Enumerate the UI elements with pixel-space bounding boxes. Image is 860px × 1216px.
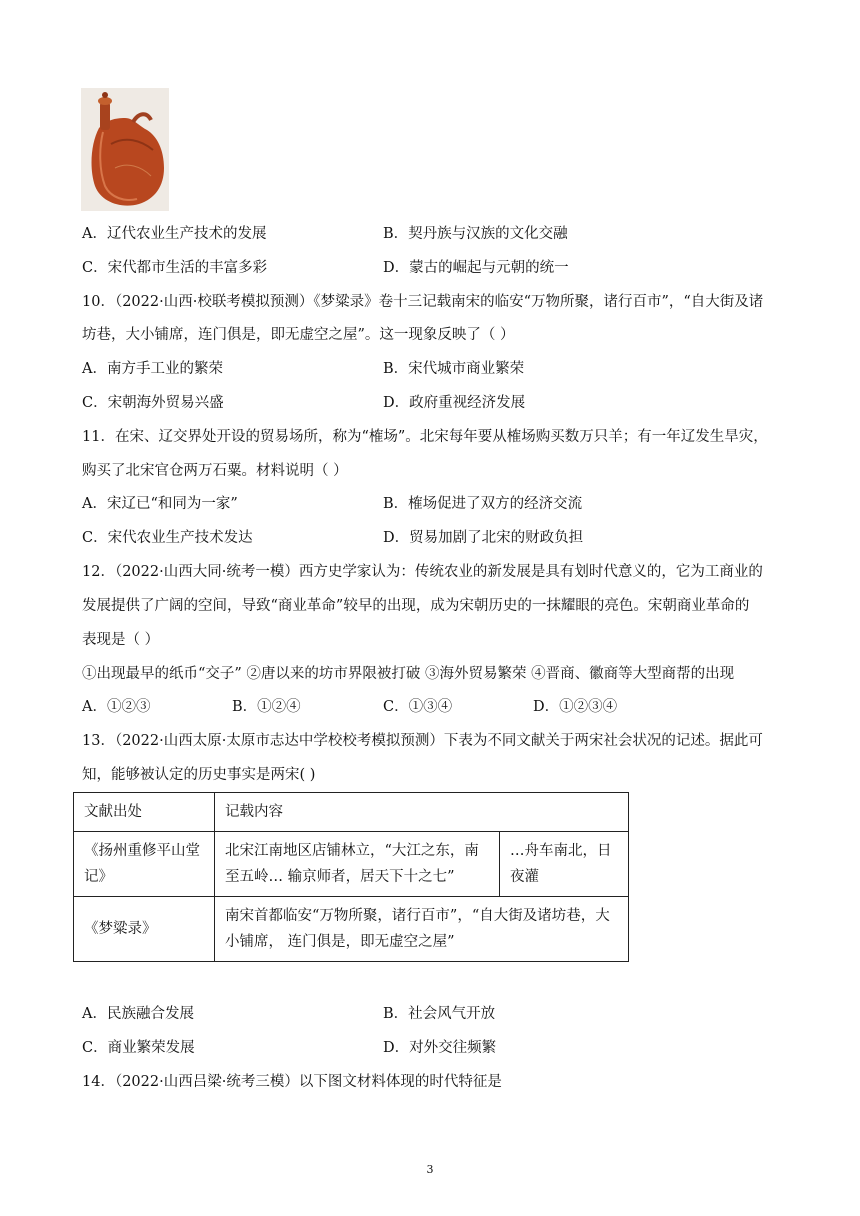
q12-statements: ①出现最早的纸币“交子” ②唐以来的坊市界限被打破 ③海外贸易繁荣 ④晋商、徽商等大型商帮的出现 (82, 666, 735, 682)
table-cell-source: 《扬州重修平山堂记》 (74, 832, 215, 897)
q10-option-b: B．宋代城市商业繁荣 (383, 361, 525, 377)
q12-stem-line2: 发展提供了广阔的空间，导致“商业革命”较早的出现，成为宋朝历史的一抹耀眼的亮色。宋朝商业革命的 (82, 598, 750, 614)
q10-stem-line2: 坊巷，大小铺席，连门俱是，即无虚空之屋”。这一现象反映了（ ） (82, 327, 515, 343)
table-cell-content: 南宋首都临安“万物所聚，诸行百市”，“自大街及诸坊巷，大小铺席， 连门俱是，即无虚空之屋” (215, 897, 629, 962)
q11-option-d: D．贸易加剧了北宋的财政负担 (383, 530, 584, 546)
q9-option-c: C．宋代都市生活的丰富多彩 (82, 260, 268, 276)
table-row (74, 897, 629, 962)
q13-option-a: A．民族融合发展 (82, 1006, 194, 1022)
q12-stem-line1: 12．（2022·山西大同·统考一模）西方史学家认为：传统农业的新发展是具有划时代意义的，它为工商业的 (82, 564, 763, 580)
pottery-flask-image (81, 88, 169, 211)
q10-option-d: D．政府重视经济发展 (383, 395, 526, 411)
q11-stem-line1: 11．在宋、辽交界处开设的贸易场所，称为“榷场”。北宋每年要从榷场购买数万只羊；有一年辽发生旱灾， (82, 429, 768, 445)
table-header-row (74, 793, 629, 832)
q12-option-d: D．①②③④ (533, 699, 618, 715)
page-number: 3 (426, 1163, 434, 1176)
q9-option-b: B．契丹族与汉族的文化交融 (383, 226, 568, 242)
q12-stem-line3: 表现是（ ） (82, 632, 160, 648)
table-header-source: 文献出处 (74, 793, 215, 832)
q10-stem-line1: 10．（2022·山西·校联考模拟预测）《梦粱录》卷十三记载南宋的临安“万物所聚，诸行百市”，“自大街及诸 (82, 294, 764, 310)
table-cell-content-extra: …舟车南北，日夜灌 (500, 832, 629, 897)
q13-stem-line2: 知，能够被认定的历史事实是两宋( ) (82, 767, 316, 783)
table-row (74, 832, 629, 897)
q14-stem-line1: 14．（2022·山西吕梁·统考三模）以下图文材料体现的时代特征是 (82, 1074, 502, 1090)
q10-option-c: C．宋朝海外贸易兴盛 (82, 395, 224, 411)
q10-option-a: A．南方手工业的繁荣 (82, 361, 223, 377)
q11-option-a: A．宋辽已“和同为一家” (82, 496, 238, 512)
table-cell-content: 北宋江南地区店铺林立，“大江之东，南至五岭… 输京师者，居天下十之七” (215, 832, 500, 897)
q9-option-d: D．蒙古的崛起与元朝的统一 (383, 260, 569, 276)
q11-option-b: B．榷场促进了双方的经济交流 (383, 496, 583, 512)
q11-option-c: C．宋代农业生产技术发达 (82, 530, 253, 546)
q13-option-c: C．商业繁荣发展 (82, 1040, 195, 1056)
q11-stem-line2: 购买了北宋官仓两万石粟。材料说明（ ） (82, 463, 348, 479)
q13-stem-line1: 13．（2022·山西太原·太原市志达中学校校考模拟预测）下表为不同文献关于两宋社会状况的记述。据此可 (82, 733, 763, 749)
q9-option-a: A．辽代农业生产技术的发展 (82, 226, 267, 242)
q12-option-c: C．①③④ (383, 699, 453, 715)
q12-option-b: B．①②④ (232, 699, 301, 715)
q13-option-b: B．社会风气开放 (383, 1006, 496, 1022)
q13-source-table (73, 792, 629, 962)
table-cell-source: 《梦粱录》 (74, 897, 215, 962)
q12-option-a: A．①②③ (82, 699, 151, 715)
q13-option-d: D．对外交往频繁 (383, 1040, 497, 1056)
table-header-content: 记载内容 (215, 793, 629, 832)
